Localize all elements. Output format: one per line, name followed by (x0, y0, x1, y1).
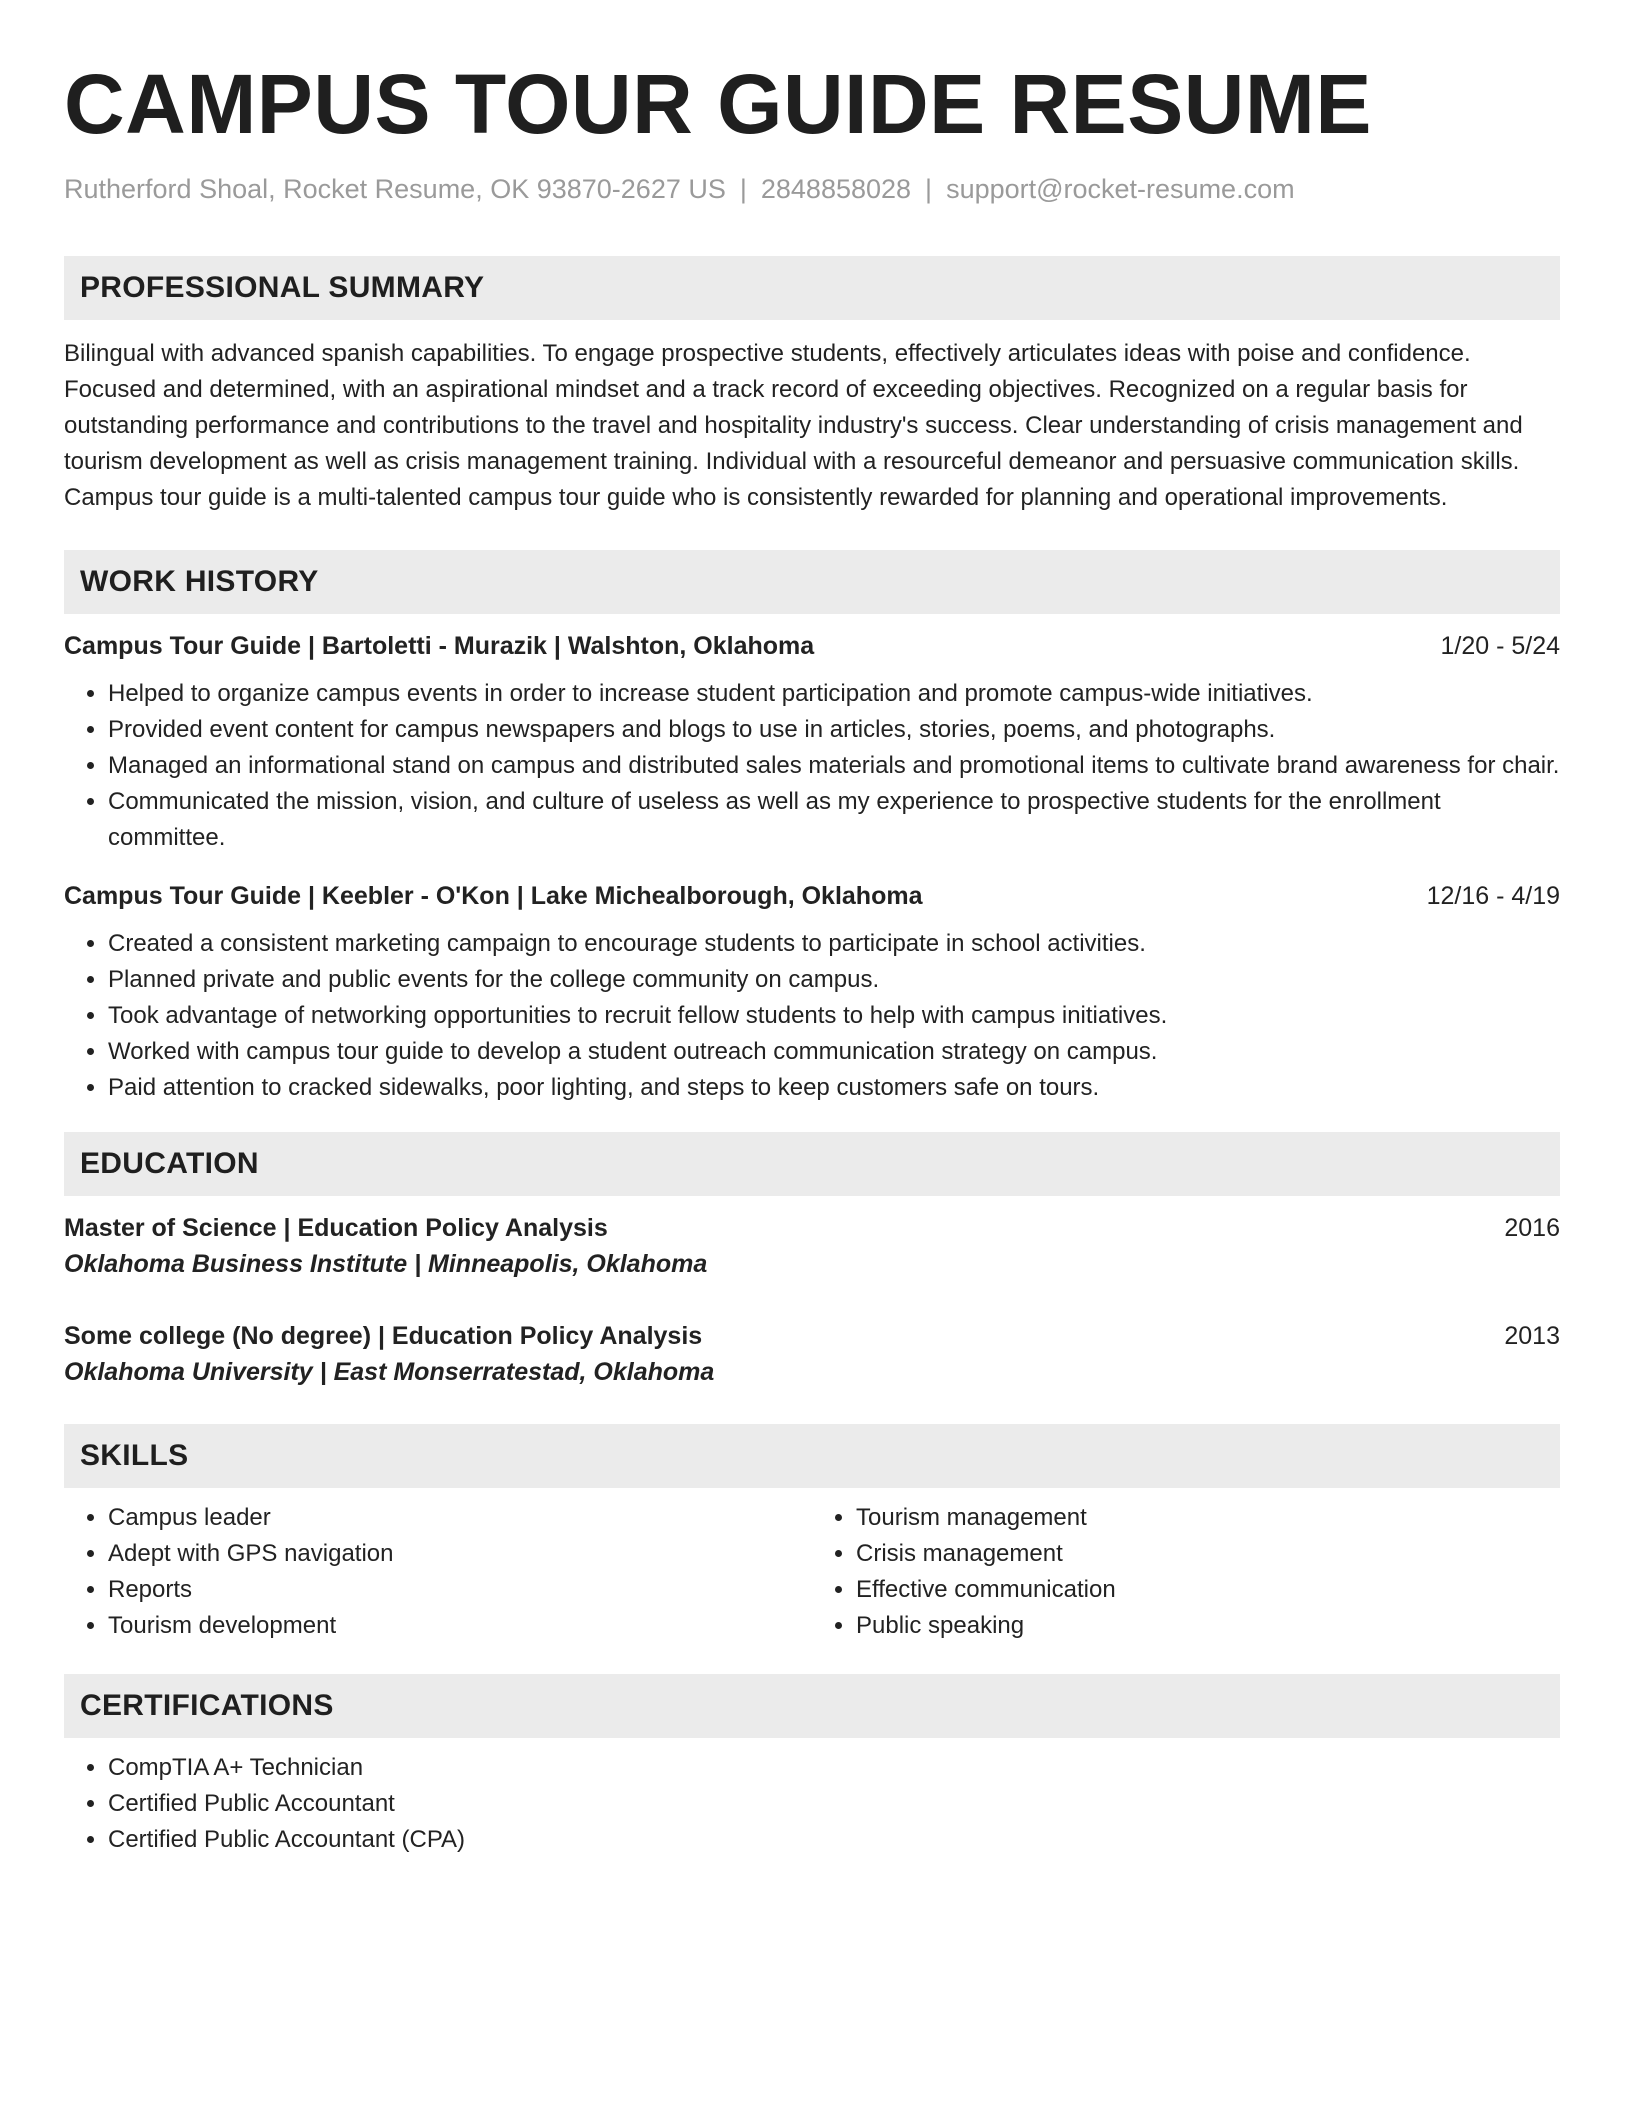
job-title: Campus Tour Guide | Bartoletti - Murazik | Walshton, Oklahoma (64, 632, 815, 660)
job-dates: 12/16 - 4/19 (1426, 882, 1560, 910)
contact-separator: | (739, 174, 747, 204)
education-institution: Oklahoma University | East Monserratestad, Oklahoma (64, 1358, 715, 1386)
skills-heading: SKILLS (64, 1424, 1560, 1488)
education-section (64, 1132, 1560, 1390)
contact-separator: | (925, 174, 933, 204)
job-bullet: • Helped to organize campus events in order to increase student participation and promote campus-wide initiatives. (108, 676, 1560, 712)
certification-item: • CompTIA A+ Technician (108, 1750, 1560, 1786)
job-title: Campus Tour Guide | Keebler - O'Kon | Lake Michealborough, Oklahoma (64, 882, 923, 910)
skill-item: • Effective communication (856, 1572, 1560, 1608)
certifications-list (64, 1750, 1560, 1858)
job-header (64, 628, 1560, 664)
summary-text: Bilingual with advanced spanish capabilities. To engage prospective students, effectively articulates ideas with poise and confidence. Focused and determined, with an aspirational mindset and a track record of exceeding objectives. Recognized on a regular basis for outstanding performance and contributions to the travel and hospitality industry's success. Clear understanding of crisis management and tourism development as well as crisis management training. Individual with a resourceful demeanor and persuasive communication skills. Campus tour guide is a multi-talented campus tour guide who is consistently rewarded for planning and operational improvements. (64, 340, 1523, 511)
job-bullet: • Paid attention to cracked sidewalks, poor lighting, and steps to keep customers safe on tours. (108, 1070, 1560, 1106)
skills-grid (64, 1500, 1560, 1644)
education-degree: Some college (No degree) | Education Policy Analysis (64, 1322, 703, 1350)
job-bullet: • Planned private and public events for the college community on campus. (108, 962, 1560, 998)
job-bullets (64, 676, 1560, 856)
work-heading: WORK HISTORY (64, 550, 1560, 614)
education-year: 2016 (1504, 1214, 1560, 1242)
education-header (64, 1210, 1560, 1246)
job-bullet: • Managed an informational stand on campus and distributed sales materials and promotional items to cultivate brand awareness for chair. (108, 748, 1560, 784)
summary-section (64, 256, 1560, 516)
skill-item: • Reports (108, 1572, 812, 1608)
skill-item: • Campus leader (108, 1500, 812, 1536)
skill-item: • Tourism development (108, 1608, 812, 1644)
education-entry (64, 1210, 1560, 1282)
work-section (64, 550, 1560, 1106)
summary-heading: PROFESSIONAL SUMMARY (64, 256, 1560, 320)
resume-page (64, 0, 1560, 1858)
education-entry (64, 1318, 1560, 1390)
job-bullet: • Created a consistent marketing campaign to encourage students to participate in school activities. (108, 926, 1560, 962)
education-year: 2013 (1504, 1322, 1560, 1350)
education-header (64, 1318, 1560, 1354)
contact-line (64, 172, 1560, 206)
skill-item: • Tourism management (856, 1500, 1560, 1536)
certifications-heading: CERTIFICATIONS (64, 1674, 1560, 1738)
job-entry (64, 628, 1560, 856)
certifications-section (64, 1674, 1560, 1858)
job-bullet: • Worked with campus tour guide to develop a student outreach communication strategy on campus. (108, 1034, 1560, 1070)
job-bullets (64, 926, 1560, 1106)
job-dates: 1/20 - 5/24 (1440, 632, 1560, 660)
job-entry (64, 878, 1560, 1106)
education-heading: EDUCATION (64, 1132, 1560, 1196)
job-bullet: • Provided event content for campus newspapers and blogs to use in articles, stories, poems, and photographs. (108, 712, 1560, 748)
contact-email: support@rocket-resume.com (946, 174, 1295, 204)
job-header (64, 878, 1560, 914)
job-bullet: • Communicated the mission, vision, and culture of useless as well as my experience to prospective students for the enrollment committee. (108, 784, 1560, 856)
skills-section (64, 1424, 1560, 1644)
certification-item: • Certified Public Accountant (CPA) (108, 1822, 1560, 1858)
job-bullet: • Took advantage of networking opportunities to recruit fellow students to help with campus initiatives. (108, 998, 1560, 1034)
contact-phone: 2848858028 (760, 174, 912, 204)
skill-item: • Crisis management (856, 1536, 1560, 1572)
certification-item: • Certified Public Accountant (108, 1786, 1560, 1822)
skills-right-list (812, 1500, 1560, 1644)
skill-item: • Public speaking (856, 1608, 1560, 1644)
education-degree: Master of Science | Education Policy Analysis (64, 1214, 608, 1242)
resume-title: CAMPUS TOUR GUIDE RESUME (64, 57, 1372, 151)
education-institution: Oklahoma Business Institute | Minneapolis, Oklahoma (64, 1250, 708, 1278)
contact-address: Rutherford Shoal, Rocket Resume, OK 93870-2627 US (64, 174, 726, 204)
skill-item: • Adept with GPS navigation (108, 1536, 812, 1572)
skills-left-list (64, 1500, 812, 1644)
